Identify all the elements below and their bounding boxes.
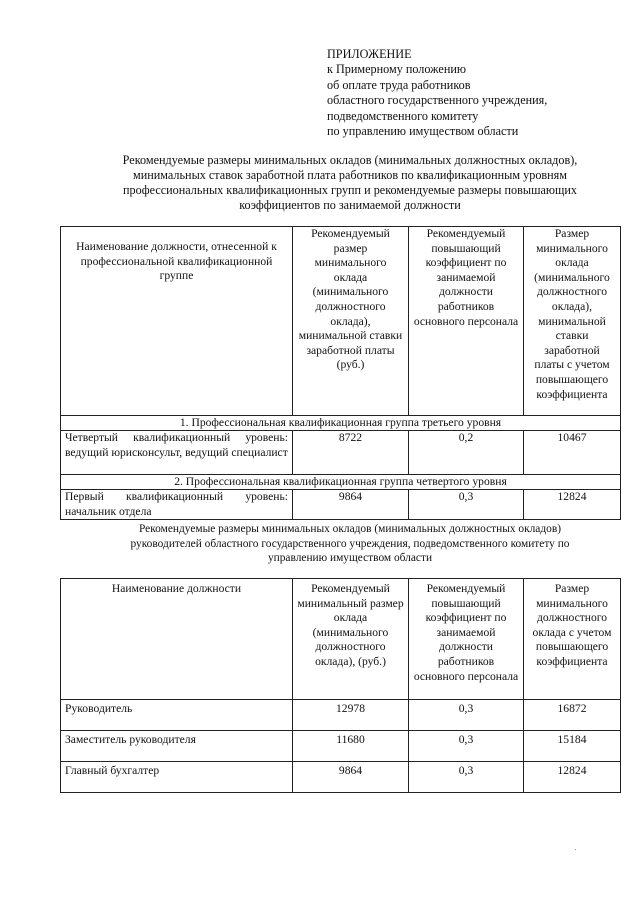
coefficient-value: 0,3 [409, 731, 524, 762]
position-name: Главный бухгалтер [61, 762, 293, 793]
coefficient-value: 0,2 [409, 431, 524, 475]
section1-title-line: коэффициентов по занимаемой должности [239, 198, 461, 212]
position-name: Первый квалификационный уровень: начальник отдела [61, 490, 293, 520]
table-row [61, 731, 621, 762]
total-value: 12824 [524, 490, 621, 520]
position-name: Четвертый квалификационный уровень: ведущий юрисконсульт, ведущий специалист [61, 431, 293, 475]
group-title-row [61, 475, 621, 490]
table-row [61, 431, 621, 475]
total-value: 10467 [524, 431, 621, 475]
header-min-salary: Рекомендуемый размер минимального оклада (минимального должностного оклада), минимальной ставки заработной платы (руб.) [293, 227, 409, 416]
coefficient-value: 0,3 [409, 700, 524, 731]
section2-title-line: Рекомендуемые размеры минимальных окладов (минимальных должностных окладов) [138, 523, 562, 535]
coefficient-value: 0,3 [409, 762, 524, 793]
header-min-salary: Рекомендуемый минимальный размер оклада (минимального должностного оклада), (руб.) [293, 579, 409, 700]
salary-value: 9864 [293, 490, 409, 520]
appendix-line: ПРИЛОЖЕНИЕ [327, 47, 412, 61]
salary-value: 9864 [293, 762, 409, 793]
section1-title-line: профессиональных квалификационных групп и рекомендуемые размеры повышающих [123, 183, 577, 197]
table-row [61, 490, 621, 520]
section1-title-line: Рекомендуемые размеры минимальных окладов (минимальных должностных окладов), [122, 153, 578, 167]
header-position-name: Наименование должности [61, 579, 293, 700]
total-value: 15184 [524, 731, 621, 762]
section2-title-line: управлению имуществом области [267, 552, 433, 564]
header-coefficient: Рекомендуемый повышающий коэффициент по занимаемой должности работников основного персонала [409, 227, 524, 416]
total-value: 12824 [524, 762, 621, 793]
coefficient-value: 0,3 [409, 490, 524, 520]
header-salary-with-coefficient: Размер минимального должностного оклада с учетом повышающего коэффициента [524, 579, 621, 700]
appendix-line: по управлению имуществом области [327, 124, 519, 139]
section2-title [60, 522, 640, 566]
section1-title-line: минимальных ставок заработной плата работников по квалификационным уровням [132, 168, 568, 182]
group-title: 2. Профессиональная квалификационная группа четвертого уровня [61, 475, 621, 490]
table-header-row [61, 579, 621, 700]
table-header-row [61, 227, 621, 416]
appendix-line: областного государственного учреждения, [327, 93, 548, 108]
salary-value: 11680 [293, 731, 409, 762]
section2-title-line: руководителей областного государственного учреждения, подведомственного комитету по [130, 537, 570, 550]
appendix-line: к Примерному положению [327, 62, 466, 77]
table-row [61, 762, 621, 793]
appendix-line: подведомственного комитету [327, 108, 479, 123]
table-row [61, 700, 621, 731]
salary-value: 12978 [293, 700, 409, 731]
header-salary-with-coefficient: Размер минимального оклада (минимального должностного оклада), минимальной ставки заработной платы с учетом повышающего коэффициента [524, 227, 621, 416]
header-position-name: Наименование должности, отнесенной к профессиональной квалификационной группе [61, 227, 293, 416]
group-title: 1. Профессиональная квалификационная группа третьего уровня [61, 416, 621, 431]
position-name: Руководитель [61, 700, 293, 731]
managers-table [60, 578, 621, 793]
section1-title [60, 153, 640, 213]
scan-speck [575, 849, 576, 850]
salary-value: 8722 [293, 431, 409, 475]
appendix-line: об оплате труда работников [327, 77, 471, 92]
total-value: 16872 [524, 700, 621, 731]
qualification-groups-table [60, 226, 621, 520]
header-coefficient: Рекомендуемый повышающий коэффициент по занимаемой должности работников основного персонала [409, 579, 524, 700]
group-title-row [61, 416, 621, 431]
appendix-header [327, 47, 547, 139]
position-name: Заместитель руководителя [61, 731, 293, 762]
